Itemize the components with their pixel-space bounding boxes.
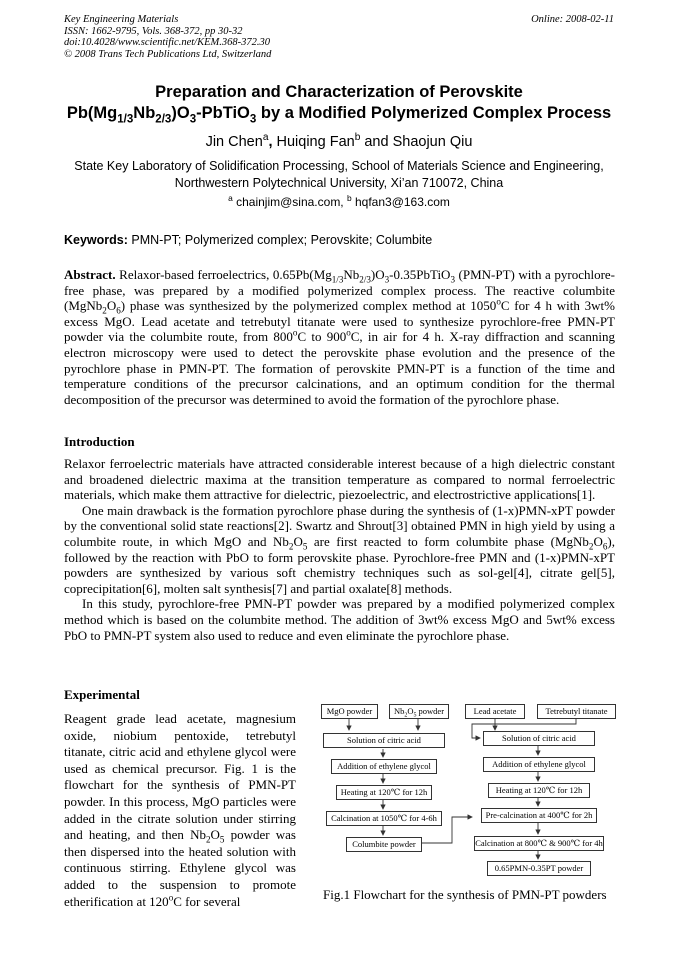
journal-doi: doi:10.4028/www.scientific.net/KEM.368-372.30 <box>64 37 270 48</box>
journal-name: Key Engineering Materials <box>64 14 179 25</box>
abstract-sub: 3 <box>384 274 390 285</box>
title-text: )O <box>171 104 190 122</box>
abstract-sup: o <box>346 328 351 339</box>
flowchart-box-columbite: Columbite powder <box>346 837 422 852</box>
introduction-heading: Introduction <box>64 434 135 449</box>
abstract-sup: o <box>292 328 298 339</box>
email-mark: a <box>228 193 233 203</box>
abstract-text: -0.35PbTiO <box>389 267 451 282</box>
author-name: and Shaojun Qiu <box>360 134 473 150</box>
abstract-sub: 2/3 <box>359 274 371 285</box>
title-sub: 3 <box>249 113 257 126</box>
flowchart-box-calc-left: Calcination at 1050℃ for 4-6h <box>326 811 442 826</box>
abstract-text: O <box>106 298 117 314</box>
intro-text: ), followed by the reaction with PbO to form perovskite phase. Pyrochlore-free PMN and (1-x)PMN-xPT powders are synthesized by various soft chemistry techniques such as sol-gel[4], citrate gel[5], coprecipitation[6], molten salt synthesis[7] and partial oxalate[8] methods. <box>64 533 615 596</box>
abstract-label: Abstract. <box>64 267 116 282</box>
abstract-text: Nb <box>343 267 360 282</box>
flowchart-box-precalc: Pre-calcination at 400℃ for 2h <box>481 808 597 823</box>
intro-sub: 2 <box>288 541 294 552</box>
abstract-text: C, in air for 4 h. X-ray diffraction and scanning electron microscopy were used to detect the perovskite phase evolution and the presence of the pyrochlore phase in PMN-PT. The formation of perovskite PMN-PT is a function of the time and temperature conditions of the precursor calcinations, and an optimum condition for the thermal decomposition of the precursor was determined to avoid the formation of the pyrochlore phase. <box>64 329 615 407</box>
exp-text: O <box>210 827 220 843</box>
intro-text: One main drawback is the formation pyrochlore phase during the synthesis of (1-x)PMN-xPT powder by the conventional solid state reactions[2]. Swartz and Shrout[3] obtained PMN in high yield by using a columbite route, in which MgO and Nb <box>64 502 615 549</box>
flowchart-box-heat-left: Heating at 120℃ for 12h <box>336 785 432 800</box>
fc-sub: 5 <box>413 712 417 719</box>
abstract-sub: 1/3 <box>331 274 344 285</box>
email-b[interactable]: hqfan3@163.com <box>355 195 450 209</box>
title-sub: 1/3 <box>117 113 134 126</box>
flowchart-box-calc-right: Calcination at 800℃ & 900℃ for 4h <box>474 836 604 851</box>
intro-paragraph-3: In this study, pyrochlore-free PMN-PT powder was prepared by a modified polymerized complex method which is based on the columbite method. The addition of 3wt% excess MgO and 5wt% excess PbO to PMN-PT system also used to reduce and even eliminate the pyrochlore phase. <box>64 596 615 643</box>
author-list: Jin Chen$^a$, Huiqing Fan$^b$ and Shaojun Qiu <box>205 132 473 150</box>
exp-sub: 5 <box>219 834 225 845</box>
abstract-sub: 3 <box>450 274 455 285</box>
figure-caption: Fig.1 Flowchart for the synthesis of PMN-PT powders <box>323 887 607 902</box>
title-line-1: Preparation and Characterization of Perovskite <box>155 83 523 101</box>
abstract-sup: o <box>496 296 501 307</box>
journal-issn: ISSN: 1662-9795, Vols. 368-372, pp 30-32 <box>64 25 243 37</box>
journal-copyright: © 2008 Trans Tech Publications Ltd, Switzerland <box>64 48 272 60</box>
intro-text: are first reacted to form columbite phase (MgNb <box>307 533 589 549</box>
title-text: -PbTiO <box>196 104 250 122</box>
flowchart-box-citric-right: Solution of citric acid <box>483 731 595 746</box>
exp-text: Reagent grade lead acetate, magnesium oxide, niobium pentoxide, tetrebutyl titanate, citric acid and ethylene glycol were used as chemical precursor. Fig. 1 is the flowchart for the synthesis of PMN-PT powder. In this process, MgO particles were added in the citrate solution under stirring and heating, and then Nb <box>64 711 296 843</box>
affiliation-line: Northwestern Polytechnical University, Xi’an 710072, China <box>174 176 504 190</box>
fc-text: powder <box>416 706 445 716</box>
exp-sub: 2 <box>205 834 211 845</box>
exp-text: C for several <box>173 893 241 909</box>
email-mark: b <box>346 193 352 203</box>
flowchart-box-mgo: MgO powder <box>321 704 378 719</box>
intro-text: O <box>593 533 603 549</box>
exp-sup: o <box>168 892 174 903</box>
flowchart-box-eg-right: Addition of ethylene glycol <box>483 757 595 772</box>
author-name: Jin Chen <box>205 134 263 150</box>
email-a[interactable]: chainjim@sina.com, <box>236 195 347 209</box>
title-sub: 3 <box>189 113 197 126</box>
abstract-text: (PMN-PT) with a pyrochlore-free phase, was prepared by a modified polymerized complex process. The reactive columbite (MgNb <box>64 267 615 314</box>
abstract-sub: 2 <box>102 305 107 316</box>
title-text: Pb(Mg <box>66 104 118 122</box>
flowchart-box-lead-acetate: Lead acetate <box>465 704 525 719</box>
flowchart-box-tetrebutyl: Tetrebutyl titanate <box>537 704 616 719</box>
title-text: Nb <box>133 104 156 122</box>
title-sub: 2/3 <box>155 113 172 126</box>
fc-text: Nb <box>393 706 405 716</box>
intro-sub: 5 <box>302 541 308 552</box>
flowchart-box-nb2o5 <box>389 704 449 719</box>
keywords-label: Keywords: <box>64 233 128 247</box>
intro-sub: 6 <box>602 541 608 552</box>
flowchart-box-heat-right: Heating at 120℃ for 12h <box>488 783 590 798</box>
author-affil-mark: b <box>354 132 361 144</box>
abstract-text: Relaxor-based ferroelectrics, 0.65Pb(Mg <box>115 267 332 282</box>
author-name: Huiqing Fan <box>276 134 355 150</box>
experimental-heading: Experimental <box>64 687 140 702</box>
title-text: by a Modified Polymerized Complex Process <box>256 104 612 122</box>
keywords-text: PMN-PT; Polymerized complex; Perovskite; Columbite <box>131 233 433 247</box>
intro-text: O <box>293 533 303 549</box>
intro-paragraph-1: Relaxor ferroelectric materials have attracted considerable interest because of a high dielectric constant and broadened dielectric maxima at the transition temperature as compared to normal ferroelectric materials, which make them attractive for dielectric, piezoelectric, and electrostrictive applications[1]. <box>64 456 615 503</box>
intro-sub: 2 <box>588 541 594 552</box>
affiliation-line: State Key Laboratory of Solidification Processing, School of Materials Science and Engineering, <box>74 159 604 173</box>
abstract-text: C to 900 <box>297 329 347 345</box>
exp-text: powder was then dispersed into the heated solution with continuous stirring. Ethylene glycol was added to the suspension to promote etherification at 120 <box>64 827 296 909</box>
abstract-sub: 6 <box>116 305 121 316</box>
fc-text: O <box>407 706 414 716</box>
author-affil-mark: a <box>262 132 269 144</box>
flowchart-box-product: 0.65PMN-0.35PT powder <box>487 861 591 876</box>
fc-sub: 2 <box>404 712 408 719</box>
abstract-text: ) phase was synthesized by the polymerized complex method at 1050 <box>120 298 497 314</box>
online-date: Online: 2008-02-11 <box>531 14 614 25</box>
flowchart-box-eg-left: Addition of ethylene glycol <box>331 759 437 774</box>
flowchart-box-citric-left: Solution of citric acid <box>323 733 445 748</box>
abstract-text: C for 4 h with 3wt% excess MgO. Lead acetate and tetrebutyl titanate were used to synthesize pyrochlore-free PMN-PT powder via the columbite route, from 800 <box>64 298 615 345</box>
abstract-text: )O <box>370 267 385 282</box>
